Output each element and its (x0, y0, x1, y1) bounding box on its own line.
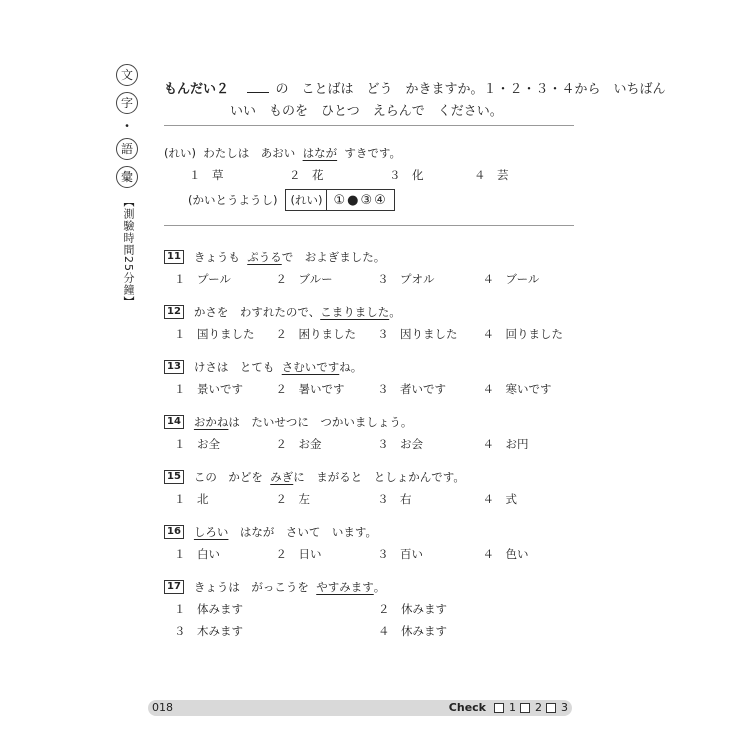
question-target: やすみます (316, 580, 374, 594)
answer-option[interactable]: ３ 者いです (377, 382, 447, 396)
answer-option[interactable]: ２ 暑いです (275, 382, 345, 396)
question-block (164, 246, 584, 301)
answer-option[interactable]: ４ 回りました (482, 327, 563, 341)
question-text-post: は たいせつに つかいましょう。 (228, 415, 413, 429)
answer-option[interactable]: ４ 寒いです (482, 382, 552, 396)
category-char: 彙 (116, 166, 138, 188)
example-target: はなが (302, 146, 338, 160)
answer-option[interactable]: ２ ブルー (275, 272, 333, 286)
answer-box (285, 189, 394, 211)
question-number: 14 (164, 415, 184, 429)
question-text-pre: きょうも (193, 250, 240, 264)
question-number: 12 (164, 305, 184, 319)
answer-option[interactable]: １ 体みます (174, 602, 243, 616)
question-block (164, 301, 584, 356)
test-time-label: 【測驗時間25分鐘】 (122, 196, 135, 308)
question-target: みぎ (270, 470, 294, 484)
blank-line (247, 82, 269, 93)
question-target: さむいです (281, 360, 340, 374)
divider (164, 125, 574, 126)
question-text-pre: この かどを (193, 470, 263, 484)
question-text-post: に まがると としょかんです。 (293, 470, 465, 484)
question-block (164, 466, 584, 521)
check-number: 3 (561, 701, 568, 714)
divider (164, 225, 574, 226)
answer-marks: ①●③④ (333, 192, 388, 208)
question-block (164, 356, 584, 411)
category-char: 語 (116, 138, 138, 160)
check-number: 2 (535, 701, 542, 714)
question-text-post: 。 (389, 305, 401, 319)
checkbox-icon[interactable] (494, 703, 504, 713)
answer-sheet-label: (かいとうようし) (188, 193, 278, 207)
answer-option[interactable]: ４ 式 (482, 492, 517, 506)
answer-option[interactable]: ２ お金 (275, 437, 322, 451)
question-block (164, 576, 584, 646)
question-block (164, 411, 584, 466)
answer-option[interactable]: ３ 木みます (174, 624, 243, 638)
instruction-line-1: の ことばは どう かきますか。１・２・３・４から いちばん (275, 82, 666, 97)
example-option: ２ 花 (289, 168, 324, 182)
answer-option[interactable]: ３ 因りました (377, 327, 458, 341)
example-text-post: すきです。 (344, 146, 402, 160)
answer-option[interactable]: ２ 困りました (275, 327, 357, 341)
check-number: 1 (509, 701, 516, 714)
answer-option[interactable]: １ 白い (174, 547, 220, 561)
question-text-post: ね。 (339, 360, 363, 374)
answer-option[interactable]: ２ 休みます (378, 602, 447, 616)
answer-option[interactable]: １ 国りました (174, 327, 255, 341)
question-list (164, 246, 584, 646)
answer-option[interactable]: ４ お円 (482, 437, 529, 451)
question-text-post: 。 (373, 580, 386, 594)
question-target: ぷうる (247, 250, 282, 264)
category-label (116, 64, 138, 188)
question-text-pre: きょうは がっこうを (193, 580, 309, 594)
answer-option[interactable]: １ お全 (174, 437, 220, 451)
example-block (164, 145, 576, 208)
check-boxes (449, 701, 568, 714)
answer-option[interactable]: ４ ブール (482, 272, 540, 286)
answer-sheet-example (188, 189, 395, 211)
problem-label: もんだい２ (164, 82, 230, 97)
question-number: 15 (164, 470, 184, 484)
question-target: しろい (193, 525, 229, 539)
answer-option[interactable]: １ プール (174, 272, 231, 286)
question-target: こまりました (320, 305, 390, 319)
example-option: ３ 化 (389, 168, 424, 182)
answer-option[interactable]: １ 景いです (174, 382, 243, 396)
answer-option[interactable]: ２ 日い (275, 547, 322, 561)
page-footer (148, 700, 572, 716)
question-text-pre: けさは とても (193, 360, 275, 374)
problem-instructions (164, 78, 666, 122)
example-tag: (れい) (164, 146, 196, 160)
question-number: 13 (164, 360, 184, 374)
instruction-line-2: いい ものを ひとつ えらんで ください。 (230, 104, 503, 119)
answer-option[interactable]: ３ 百い (377, 547, 424, 561)
question-text-pre: かさを わすれたので、 (193, 305, 321, 319)
question-number: 17 (164, 580, 184, 594)
question-target: おかね (193, 415, 229, 429)
example-option: １ 草 (189, 168, 224, 182)
page-number: 018 (152, 701, 173, 714)
checkbox-icon[interactable] (546, 703, 556, 713)
example-option: ４ 芸 (474, 168, 509, 182)
answer-option[interactable]: ３ 右 (377, 492, 412, 506)
example-text-pre: わたしは あおい (203, 146, 296, 160)
question-number: 11 (164, 250, 184, 264)
answer-option[interactable]: ３ プオル (377, 272, 435, 286)
section-side-label (116, 64, 138, 308)
answer-option[interactable]: ２ 左 (275, 492, 311, 506)
example-options (189, 167, 576, 189)
answer-option[interactable]: １ 北 (174, 492, 209, 506)
question-text-post: で およぎました。 (281, 250, 386, 264)
answer-option[interactable]: ４ 色い (482, 547, 529, 561)
category-char: ・ (117, 120, 137, 132)
check-label: Check (448, 701, 486, 714)
category-char: 文 (116, 64, 138, 86)
answer-key: (れい) (286, 190, 327, 210)
answer-option[interactable]: ３ お会 (377, 437, 424, 451)
question-text-post: はなが さいて います。 (228, 525, 378, 539)
answer-option[interactable]: ４ 休みます (378, 624, 447, 638)
question-block (164, 521, 584, 576)
category-char: 字 (116, 92, 138, 114)
question-number: 16 (164, 525, 184, 539)
checkbox-icon[interactable] (520, 703, 530, 713)
